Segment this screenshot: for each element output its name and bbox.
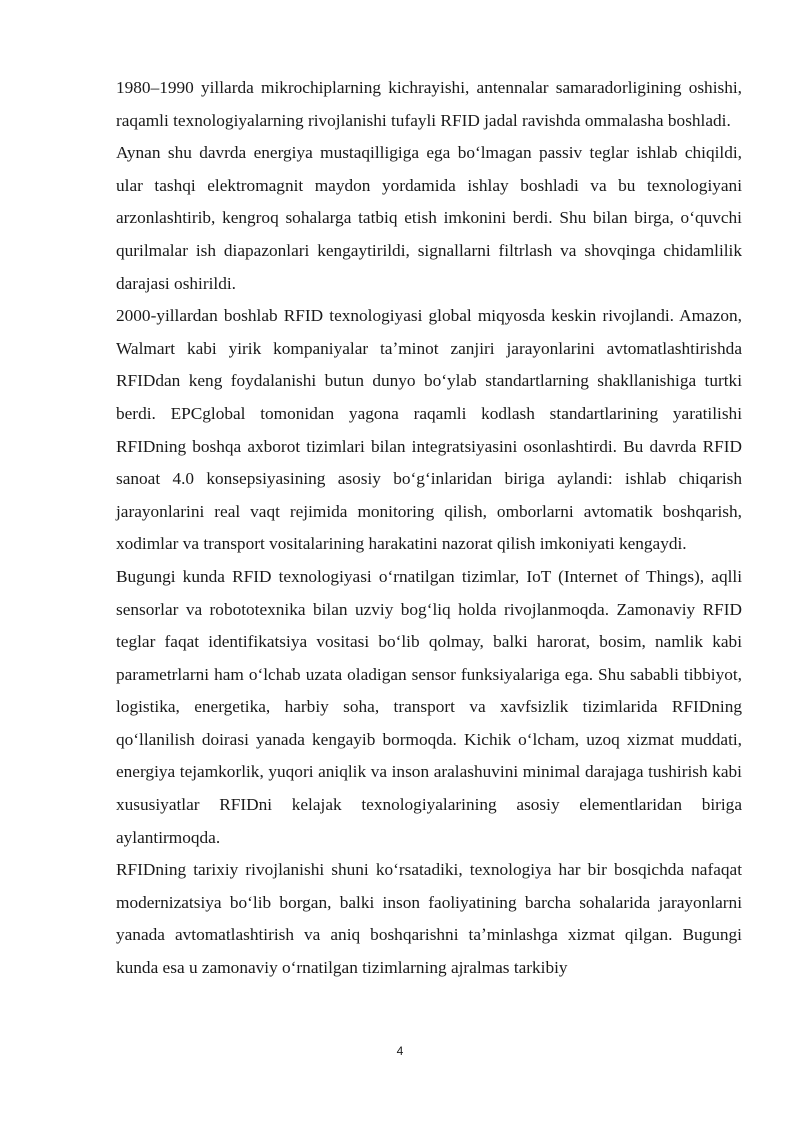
paragraph-5: RFIDning tarixiy rivojlanishi shuni koʻrsatadiki, texnologiya har bir bosqichda nafaqat modernizatsiya boʻlib borgan, balki inson faoliyatining barcha sohalarida jarayonlarni yanada avtomatlashtirish va aniq boshqarishni taʼminlashga xizmat qilgan. Bugungi kunda esa u zamonaviy oʻrnatilgan tizimlarning ajralmas tarkibiy (116, 860, 742, 978)
paragraph-1: 1980–1990 yillarda mikrochiplarning kichrayishi, antennalar samaradorligining oshishi, raqamli texnologiyalarning rivojlanishi tufayli RFID jadal ravishda ommalasha boshladi. (116, 78, 742, 130)
page-number: 4 (396, 1044, 404, 1058)
paragraph-2: Aynan shu davrda energiya mustaqilligiga ega boʻlmagan passiv teglar ishlab chiqildi, ular tashqi elektromagnit maydon yordamida ishlay boshladi va bu texnologiyani arzonlashtirib, kengroq sohalarga tatbiq etish imkonini berdi. Shu bilan birga, oʻquvchi qurilmalar ish diapazonlari kengaytirildi, signallarni filtrlash va shovqinga chidamlilik darajasi oshirildi. (116, 143, 742, 293)
paragraph-3: 2000-yillardan boshlab RFID texnologiyasi global miqyosda keskin rivojlandi. Amazon, Walmart kabi yirik kompaniyalar taʼminot zanjiri jarayonlarini avtomatlashtirishda RFIDdan keng foydalanishi butun dunyo boʻylab standartlarning shakllanishiga turtki berdi. EPCglobal tomonidan yagona raqamli kodlash standartlarining yaratilishi RFIDning boshqa axborot tizimlari bilan integratsiyasini osonlashtirdi. Bu davrda RFID sanoat 4.0 konsepsiyasining asosiy boʻgʻinlaridan biriga aylandi: ishlab chiqarish jarayonlarini real vaqt rejimida monitoring qilish, omborlarni avtomatik boshqarish, xodimlar va transport vositalarining harakatini nazorat qilish imkoniyati kengaydi. (116, 306, 742, 554)
document-body (116, 72, 742, 985)
paragraph-4: Bugungi kunda RFID texnologiyasi oʻrnatilgan tizimlar, IoT (Internet of Things), aqlli sensorlar va robototexnika bilan uzviy bogʻliq holda rivojlanmoqda. Zamonaviy RFID teglar faqat identifikatsiya vositasi boʻlib qolmay, balki harorat, bosim, namlik kabi parametrlarni ham oʻlchab uzata oladigan sensor funksiyalariga ega. Shu sababli tibbiyot, logistika, energetika, harbiy soha, transport va xavfsizlik tizimlarida RFIDning qoʻllanilish doirasi yanada kengayib bormoqda. Kichik oʻlcham, uzoq xizmat muddati, energiya tejamkorlik, yuqori aniqlik va inson aralashuvini minimal darajaga tushirish kabi xususiyatlar RFIDni kelajak texnologiyalarining asosiy elementlaridan biriga aylantirmoqda. (116, 566, 742, 847)
